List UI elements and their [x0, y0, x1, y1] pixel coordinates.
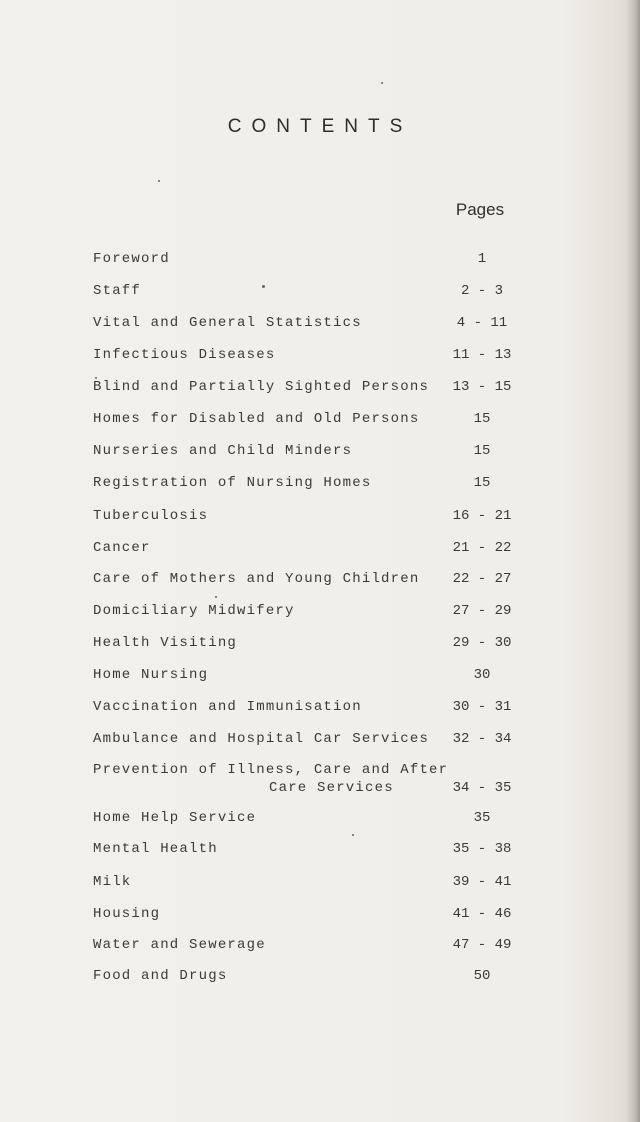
entry-pages: 29 - 30	[452, 635, 512, 651]
paper-speck	[158, 180, 160, 182]
entry-title: Homes for Disabled and Old Persons	[93, 411, 420, 427]
entry-pages: 13 - 15	[452, 379, 512, 395]
entry-title: Health Visiting	[93, 635, 238, 651]
entry-title: Home Nursing	[93, 667, 209, 683]
entry-title: Food and Drugs	[93, 968, 228, 984]
entry-title: Housing	[93, 906, 161, 922]
entry-title-line2: Care Services	[269, 780, 394, 796]
entry-title: Registration of Nursing Homes	[93, 475, 372, 491]
entry-title: Ambulance and Hospital Car Services	[93, 731, 430, 747]
entry-title: Vaccination and Immunisation	[93, 699, 362, 715]
entry-title: Blind and Partially Sighted Persons	[93, 379, 430, 395]
entry-pages: 47 - 49	[452, 937, 512, 953]
entry-pages: 1	[477, 251, 487, 267]
entry-title: Prevention of Illness, Care and After	[93, 762, 449, 778]
entry-pages: 4 - 11	[456, 315, 508, 331]
entry-title: Care of Mothers and Young Children	[93, 571, 420, 587]
entry-title: Nurseries and Child Minders	[93, 443, 353, 459]
entry-title: Mental Health	[93, 841, 218, 857]
entry-pages: 32 - 34	[452, 731, 512, 747]
entry-pages: 27 - 29	[452, 603, 512, 619]
entry-pages: 30 - 31	[452, 699, 512, 715]
entry-pages: 22 - 27	[452, 571, 512, 587]
entry-title: Water and Sewerage	[93, 937, 266, 953]
entry-pages: 30	[473, 667, 491, 683]
entry-title: Infectious Diseases	[93, 347, 276, 363]
paper-speck	[352, 834, 354, 836]
entry-pages: 15	[473, 411, 491, 427]
paper-speck	[215, 596, 217, 598]
entry-pages: 35 - 38	[452, 841, 512, 857]
paper-speck	[381, 82, 383, 84]
entry-title: Vital and General Statistics	[93, 315, 362, 331]
entry-pages: 16 - 21	[452, 508, 512, 524]
contents-heading: CONTENTS	[227, 116, 413, 137]
pages-column-heading: Pages	[455, 200, 505, 219]
entry-title: Foreword	[93, 251, 170, 267]
entry-pages: 41 - 46	[452, 906, 512, 922]
entry-title: Staff	[93, 283, 142, 299]
paper-speck	[95, 377, 97, 379]
entry-title: Home Help Service	[93, 810, 257, 826]
entry-title: Domiciliary Midwifery	[93, 603, 295, 619]
entry-pages: 2 - 3	[460, 283, 503, 299]
entry-pages: 34 - 35	[452, 780, 512, 796]
paper-speck	[262, 285, 265, 288]
toc-entry-food-drugs	[0, 968, 640, 1008]
entry-title: Milk	[93, 874, 132, 890]
entry-pages: 21 - 22	[452, 540, 512, 556]
entry-pages: 50	[473, 968, 491, 984]
entry-pages: 39 - 41	[452, 874, 512, 890]
entry-pages: 15	[473, 443, 491, 459]
entry-title: Cancer	[93, 540, 151, 556]
toc-entry-prevention-of-illness	[0, 762, 640, 802]
entry-pages: 11 - 13	[452, 347, 512, 363]
entry-pages: 35	[473, 810, 491, 826]
entry-title: Tuberculosis	[93, 508, 209, 524]
entry-pages: 15	[473, 475, 491, 491]
